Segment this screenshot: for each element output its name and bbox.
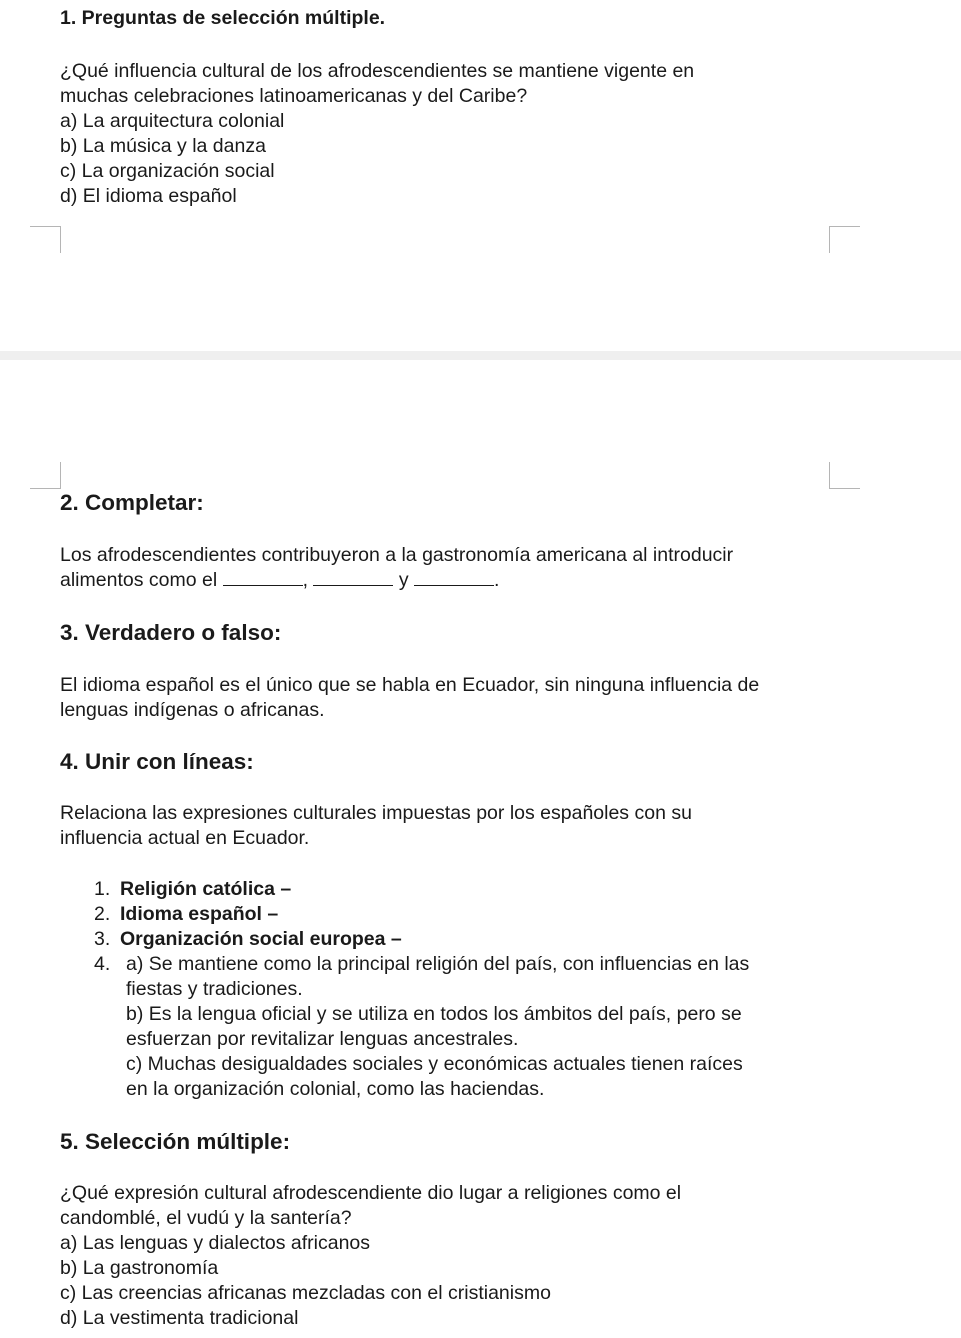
section3-line2: lenguas indígenas o africanas. — [60, 699, 325, 721]
fill-blank-3[interactable] — [414, 569, 494, 586]
section1-option-b: b) La música y la danza — [60, 135, 266, 157]
section1-title: 1. Preguntas de selección múltiple. — [60, 7, 386, 29]
section1-question-line1: ¿Qué influencia cultural de los afrodescendientes se mantiene vigente en — [60, 60, 695, 82]
section1-option-c: c) La organización social — [60, 160, 275, 182]
section5-option-c: c) Las creencias africanas mezcladas con el cristianismo — [60, 1282, 551, 1304]
section2-line2 — [60, 568, 499, 593]
match-item-2 — [94, 902, 278, 927]
match-item-3-text: Organización social europea – — [120, 928, 402, 950]
match-answer-a-line1: a) Se mantiene como la principal religión del país, con influencias en las — [126, 953, 750, 975]
section5-option-a: a) Las lenguas y dialectos africanos — [60, 1232, 371, 1254]
section5-option-d: d) La vestimenta tradicional — [60, 1307, 299, 1329]
margin-corner-top-left — [30, 462, 61, 489]
section1-option-a: a) La arquitectura colonial — [60, 110, 285, 132]
section5-question-line1: ¿Qué expresión cultural afrodescendiente dio lugar a religiones como el — [60, 1182, 682, 1204]
section4-line1: Relaciona las expresiones culturales impuestas por los españoles con su — [60, 802, 692, 824]
match-item-1-text: Religión católica – — [120, 878, 292, 900]
fill-blank-1[interactable] — [223, 569, 303, 586]
match-item-2-number: 2. — [94, 903, 111, 925]
page-break-divider — [0, 351, 961, 360]
section4-line2: influencia actual en Ecuador. — [60, 827, 310, 849]
match-answer-b-line2: esfuerzan por revitalizar lenguas ancestrales. — [126, 1028, 519, 1050]
match-item-2-text: Idioma español – — [120, 903, 279, 925]
match-answer-c-line2: en la organización colonial, como las haciendas. — [126, 1078, 545, 1100]
section2-line2-prefix: alimentos como el — [60, 569, 218, 591]
section5-title: 5. Selección múltiple: — [60, 1129, 291, 1154]
margin-corner-bottom-left — [30, 226, 61, 253]
match-answer-c-line1: c) Muchas desigualdades sociales y económicas actuales tienen raíces — [126, 1053, 743, 1075]
section1-option-d: d) El idioma español — [60, 185, 237, 207]
section2-title: 2. Completar: — [60, 490, 204, 515]
match-item-1 — [94, 877, 291, 902]
section2-line1: Los afrodescendientes contribuyeron a la gastronomía americana al introducir — [60, 544, 734, 566]
section1-question-line2: muchas celebraciones latinoamericanas y del Caribe? — [60, 85, 528, 107]
match-item-4-number: 4. — [94, 953, 111, 975]
match-item-3 — [94, 927, 402, 952]
match-item-3-number: 3. — [94, 928, 111, 950]
conjunction: y — [398, 569, 409, 591]
margin-corner-bottom-right — [829, 226, 860, 253]
match-answer-a-line2: fiestas y tradiciones. — [126, 978, 303, 1000]
comma: , — [302, 569, 308, 591]
section4-title: 4. Unir con líneas: — [60, 749, 254, 774]
margin-corner-top-right — [829, 462, 860, 489]
section5-option-b: b) La gastronomía — [60, 1257, 219, 1279]
section3-line1: El idioma español es el único que se habla en Ecuador, sin ninguna influencia de — [60, 674, 760, 696]
match-answer-b-line1: b) Es la lengua oficial y se utiliza en todos los ámbitos del país, pero se — [126, 1003, 742, 1025]
period: . — [494, 569, 500, 591]
section5-question-line2: candomblé, el vudú y la santería? — [60, 1207, 352, 1229]
fill-blank-2[interactable] — [313, 569, 393, 586]
match-item-1-number: 1. — [94, 878, 111, 900]
section3-title: 3. Verdadero o falso: — [60, 620, 282, 645]
